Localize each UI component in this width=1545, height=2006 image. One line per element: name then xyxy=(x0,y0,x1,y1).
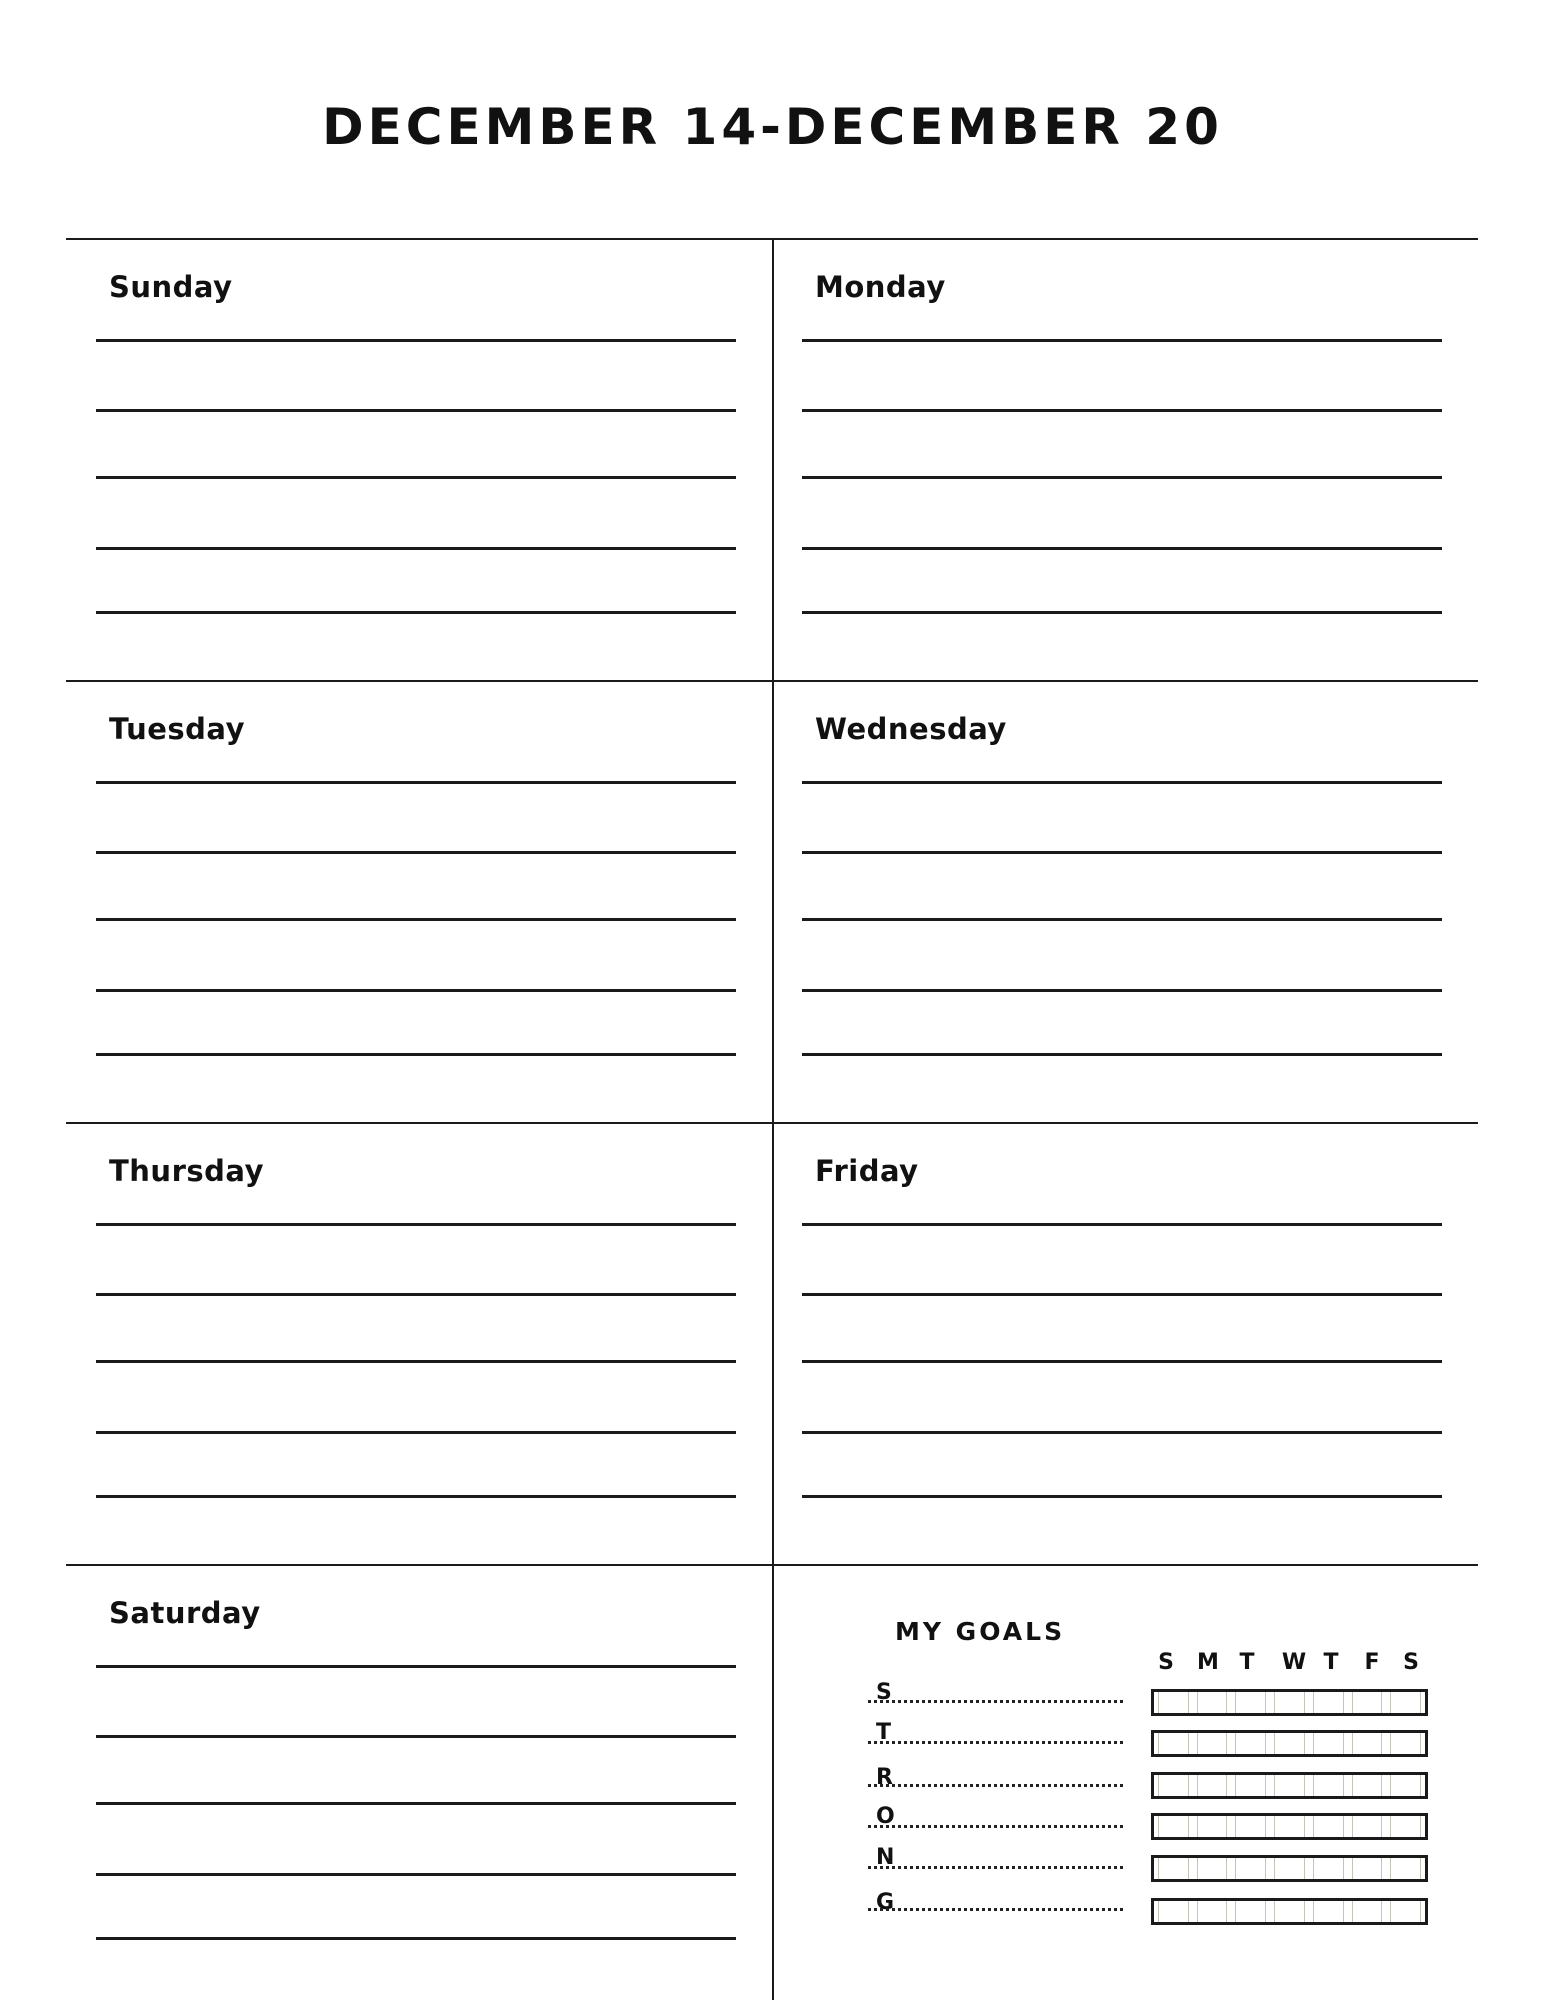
writing-line[interactable] xyxy=(802,989,1442,992)
day-cell-wednesday xyxy=(772,680,1478,1122)
weekday-header: T xyxy=(1239,1650,1255,1675)
goal-tracker-checkbox[interactable] xyxy=(1313,1858,1344,1879)
goal-entry-line[interactable] xyxy=(868,1784,1123,1787)
day-label-friday: Friday xyxy=(815,1154,919,1188)
goal-tracker-row xyxy=(1151,1898,1428,1925)
goal-tracker-checkbox[interactable] xyxy=(1158,1692,1189,1713)
day-cell-sunday xyxy=(66,238,772,680)
weekday-header: M xyxy=(1197,1650,1219,1675)
goal-tracker-checkbox[interactable] xyxy=(1235,1901,1266,1922)
goal-tracker-row xyxy=(1151,1730,1428,1757)
goal-tracker-checkbox[interactable] xyxy=(1197,1901,1228,1922)
goal-tracker-checkbox[interactable] xyxy=(1313,1733,1344,1754)
writing-line[interactable] xyxy=(802,851,1442,854)
day-cell-thursday xyxy=(66,1122,772,1564)
goal-tracker-checkbox[interactable] xyxy=(1274,1858,1305,1879)
weekday-header: F xyxy=(1364,1650,1380,1675)
day-cell-tuesday xyxy=(66,680,772,1122)
goal-tracker-checkbox[interactable] xyxy=(1197,1858,1228,1879)
goal-entry-line[interactable] xyxy=(868,1908,1123,1911)
goal-tracker-checkbox[interactable] xyxy=(1313,1901,1344,1922)
writing-line[interactable] xyxy=(96,851,736,854)
writing-line[interactable] xyxy=(802,409,1442,412)
goal-tracker-checkbox[interactable] xyxy=(1197,1692,1228,1713)
writing-line[interactable] xyxy=(96,1735,736,1738)
goal-tracker-checkbox[interactable] xyxy=(1352,1816,1383,1837)
writing-line[interactable] xyxy=(96,1873,736,1876)
writing-line[interactable] xyxy=(802,918,1442,921)
writing-line[interactable] xyxy=(96,1360,736,1363)
goal-tracker-checkbox[interactable] xyxy=(1313,1775,1344,1796)
goal-tracker-row xyxy=(1151,1855,1428,1882)
weekday-header: S xyxy=(1403,1650,1419,1675)
goal-tracker-checkbox[interactable] xyxy=(1390,1858,1421,1879)
goal-letter: O xyxy=(876,1804,895,1829)
goal-letter: R xyxy=(876,1765,893,1790)
day-cell-friday xyxy=(772,1122,1478,1564)
goal-tracker-row xyxy=(1151,1689,1428,1716)
writing-line[interactable] xyxy=(802,1053,1442,1056)
writing-line[interactable] xyxy=(802,1495,1442,1498)
weekday-header: T xyxy=(1323,1650,1339,1675)
writing-line[interactable] xyxy=(802,1431,1442,1434)
writing-line[interactable] xyxy=(96,989,736,992)
writing-line[interactable] xyxy=(96,476,736,479)
day-label-tuesday: Tuesday xyxy=(109,712,246,746)
goal-tracker-checkbox[interactable] xyxy=(1274,1733,1305,1754)
writing-line[interactable] xyxy=(802,547,1442,550)
writing-line[interactable] xyxy=(96,547,736,550)
day-cell-saturday xyxy=(66,1564,772,2006)
goal-letter: N xyxy=(876,1845,895,1870)
writing-line[interactable] xyxy=(96,611,736,614)
writing-line[interactable] xyxy=(96,1431,736,1434)
goal-tracker-checkbox[interactable] xyxy=(1235,1858,1266,1879)
goal-tracker-checkbox[interactable] xyxy=(1235,1733,1266,1754)
day-label-saturday: Saturday xyxy=(109,1596,261,1630)
writing-line[interactable] xyxy=(802,1223,1442,1226)
goal-tracker-checkbox[interactable] xyxy=(1390,1733,1421,1754)
goal-tracker-row xyxy=(1151,1813,1428,1840)
goal-tracker-checkbox[interactable] xyxy=(1390,1692,1421,1713)
goal-entry-line[interactable] xyxy=(868,1700,1123,1703)
goal-tracker-checkbox[interactable] xyxy=(1235,1775,1266,1796)
goal-tracker-checkbox[interactable] xyxy=(1235,1692,1266,1713)
goal-entry-line[interactable] xyxy=(868,1741,1123,1744)
goal-letter: T xyxy=(876,1720,892,1745)
goal-tracker-checkbox[interactable] xyxy=(1390,1901,1421,1922)
goal-tracker-checkbox[interactable] xyxy=(1352,1692,1383,1713)
writing-line[interactable] xyxy=(96,1495,736,1498)
goal-tracker-row xyxy=(1151,1772,1428,1799)
goal-tracker-checkbox[interactable] xyxy=(1352,1901,1383,1922)
goal-letter: G xyxy=(876,1890,895,1915)
goal-letter: S xyxy=(876,1680,892,1705)
writing-line[interactable] xyxy=(802,611,1442,614)
goal-tracker-checkbox[interactable] xyxy=(1313,1692,1344,1713)
goal-tracker-checkbox[interactable] xyxy=(1197,1733,1228,1754)
day-label-sunday: Sunday xyxy=(109,270,233,304)
weekday-header: S xyxy=(1158,1650,1174,1675)
goal-tracker-checkbox[interactable] xyxy=(1313,1816,1344,1837)
writing-line[interactable] xyxy=(96,1937,736,1940)
weekday-header: W xyxy=(1281,1650,1307,1675)
goal-tracker-checkbox[interactable] xyxy=(1158,1858,1189,1879)
goal-tracker-checkbox[interactable] xyxy=(1274,1692,1305,1713)
goal-entry-line[interactable] xyxy=(868,1825,1123,1828)
writing-line[interactable] xyxy=(802,1293,1442,1296)
goal-tracker-checkbox[interactable] xyxy=(1158,1733,1189,1754)
goal-tracker-checkbox[interactable] xyxy=(1235,1816,1266,1837)
writing-line[interactable] xyxy=(802,339,1442,342)
writing-line[interactable] xyxy=(96,918,736,921)
day-label-monday: Monday xyxy=(815,270,946,304)
writing-line[interactable] xyxy=(802,781,1442,784)
writing-line[interactable] xyxy=(802,476,1442,479)
writing-line[interactable] xyxy=(802,1360,1442,1363)
goal-tracker-checkbox[interactable] xyxy=(1197,1775,1228,1796)
page-title: DECEMBER 14-DECEMBER 20 xyxy=(322,98,1223,156)
goals-title: MY GOALS xyxy=(895,1617,1066,1646)
writing-line[interactable] xyxy=(96,409,736,412)
writing-line[interactable] xyxy=(96,781,736,784)
writing-line[interactable] xyxy=(96,1223,736,1226)
writing-line[interactable] xyxy=(96,1802,736,1805)
goal-tracker-checkbox[interactable] xyxy=(1352,1775,1383,1796)
writing-line[interactable] xyxy=(96,1665,736,1668)
goal-tracker-checkbox[interactable] xyxy=(1158,1816,1189,1837)
goal-tracker-checkbox[interactable] xyxy=(1390,1816,1421,1837)
goal-tracker-checkbox[interactable] xyxy=(1390,1775,1421,1796)
writing-line[interactable] xyxy=(96,339,736,342)
goal-tracker-checkbox[interactable] xyxy=(1158,1775,1189,1796)
goal-tracker-checkbox[interactable] xyxy=(1274,1775,1305,1796)
goal-tracker-checkbox[interactable] xyxy=(1352,1733,1383,1754)
day-label-wednesday: Wednesday xyxy=(815,712,1007,746)
day-cell-monday xyxy=(772,238,1478,680)
day-label-thursday: Thursday xyxy=(109,1154,264,1188)
goal-tracker-checkbox[interactable] xyxy=(1274,1816,1305,1837)
writing-line[interactable] xyxy=(96,1293,736,1296)
goal-tracker-checkbox[interactable] xyxy=(1197,1816,1228,1837)
goal-tracker-checkbox[interactable] xyxy=(1352,1858,1383,1879)
goal-tracker-checkbox[interactable] xyxy=(1274,1901,1305,1922)
goal-tracker-checkbox[interactable] xyxy=(1158,1901,1189,1922)
writing-line[interactable] xyxy=(96,1053,736,1056)
goal-entry-line[interactable] xyxy=(868,1866,1123,1869)
